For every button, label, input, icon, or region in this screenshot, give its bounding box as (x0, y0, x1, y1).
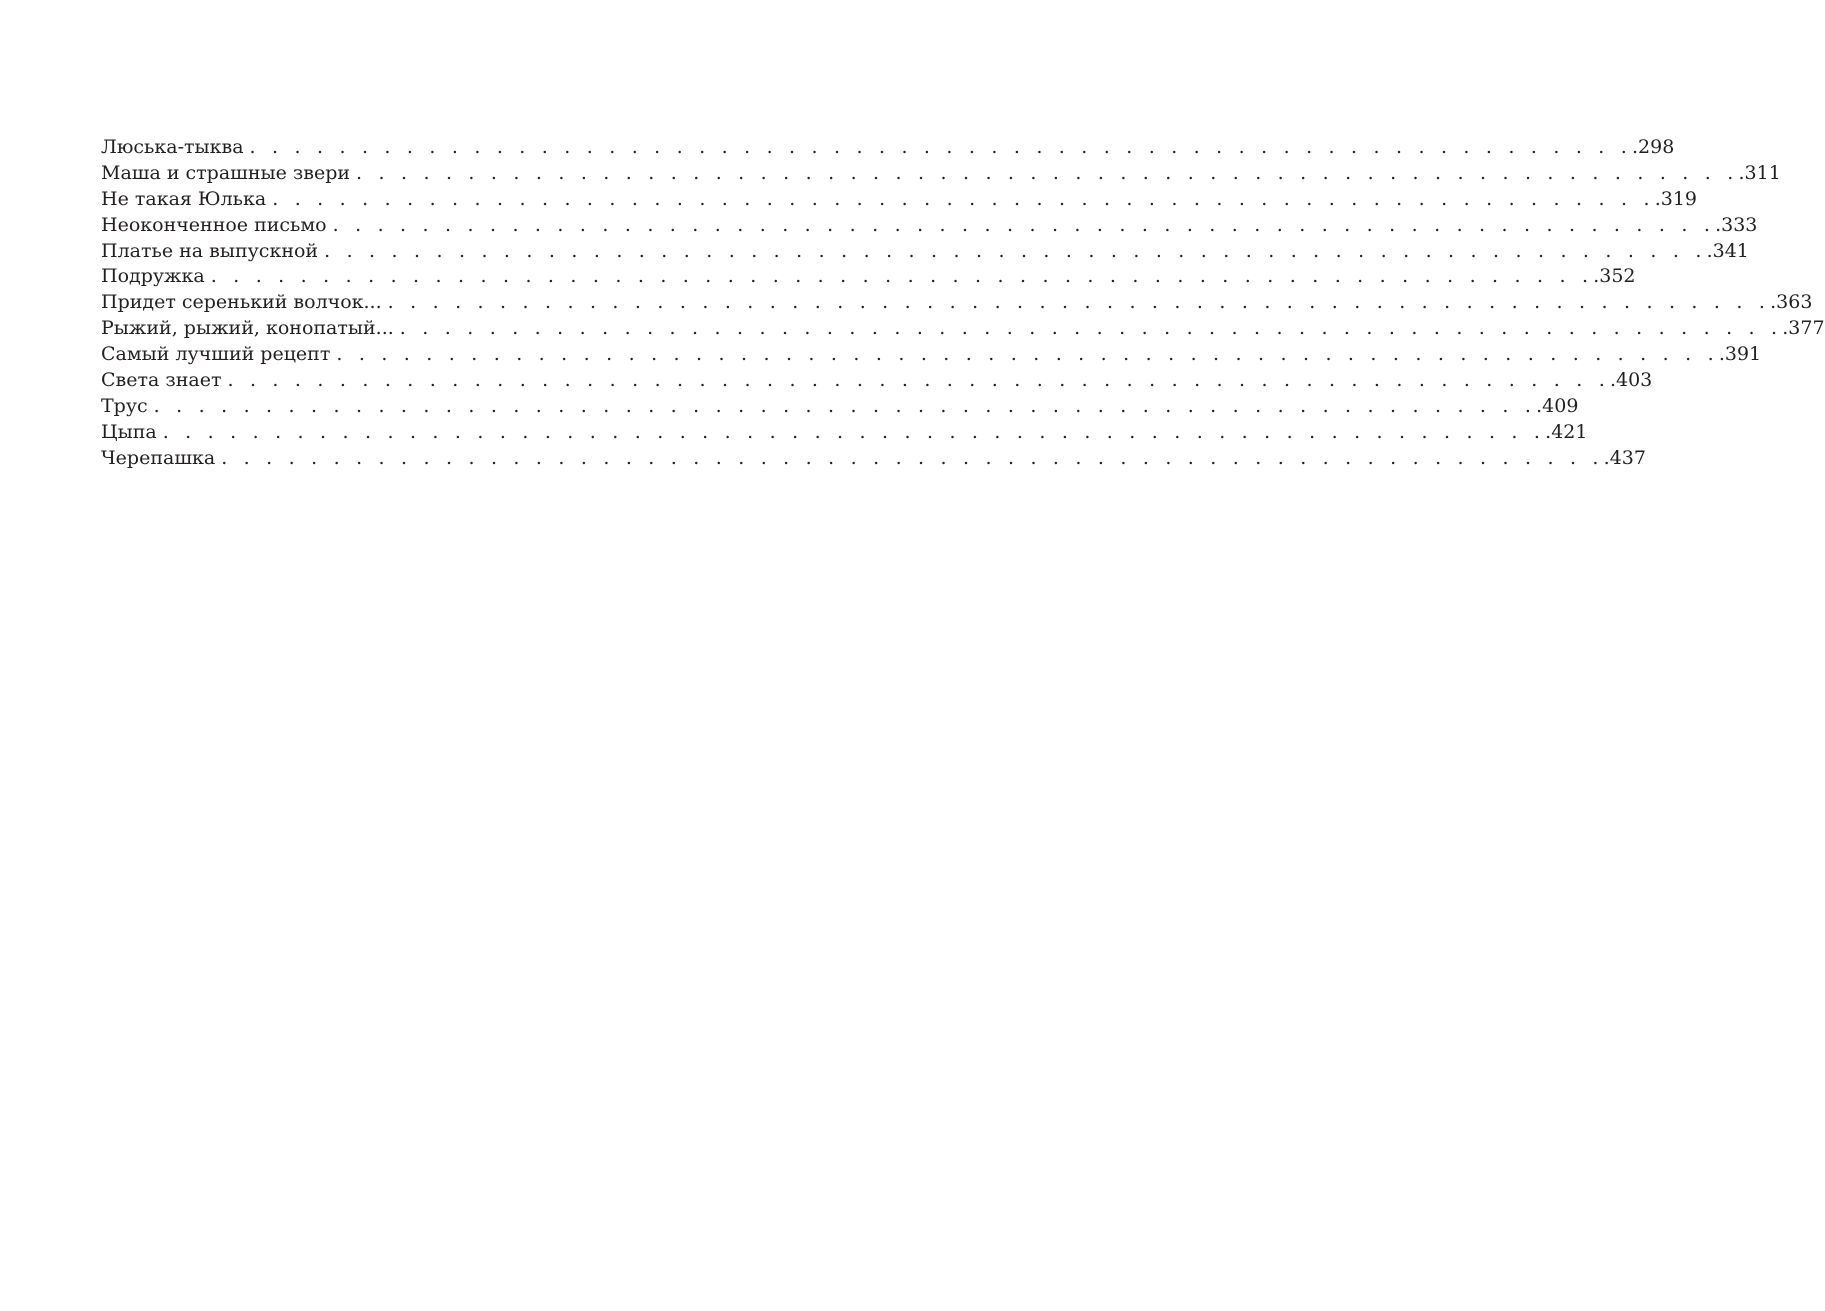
toc-leader-dots: . . . . . . . . . . . . . . . . . . . . . . . . . . . . . . . . . . . . . . . . . . . . . . . . . . . . . . . . . . . . . . (356, 161, 1739, 184)
toc-entry (101, 187, 1697, 213)
toc-leader-dots: . . . . . . . . . . . . . . . . . . . . . . . . . . . . . . . . . . . . . . . . . . . . . . . . . . . . . . . . . . . . . . (249, 136, 1633, 158)
toc-entry (101, 316, 1825, 342)
toc-entry-title: Трус (101, 394, 148, 417)
toc-entry-title: Черепашка (101, 446, 216, 469)
toc-leader-dots: . . . . . . . . . . . . . . . . . . . . . . . . . . . . . . . . . . . . . . . . . . . . . . . . . . . . . . . . . . . . . . (399, 317, 1783, 340)
toc-entry (101, 446, 1646, 472)
toc-leader-dots: . . . . . . . . . . . . . . . . . . . . . . . . . . . . . . . . . . . . . . . . . . . . . . . . . . . . . . . . . . . . . . (210, 265, 1594, 288)
toc-leader-dots: . . . . . . . . . . . . . . . . . . . . . . . . . . . . . . . . . . . . . . . . . . . . . . . . . . . . . . . . . . . . . . (227, 369, 1610, 392)
toc-entry-title: Самый лучший рецепт (101, 343, 331, 366)
toc-entry-page: .437 (1603, 446, 1646, 469)
toc-leader-dots: . . . . . . . . . . . . . . . . . . . . . . . . . . . . . . . . . . . . . . . . . . . . . . . . . . . . . . . . . . . . . . (332, 213, 1716, 236)
toc-entry-page: .403 (1609, 369, 1653, 392)
toc-leader-dots: . . . . . . . . . . . . . . . . . . . . . . . . . . . . . . . . . . . . . . . . . . . . . . . . . . . . . . . . . . . . . . (221, 446, 1604, 469)
toc-entry-title: Подружка (101, 265, 205, 288)
toc-entry-title: Маша и страшные звери (101, 161, 351, 184)
toc-entry-title: Не такая Юлька (101, 187, 267, 210)
toc-leader-dots: . . . . . . . . . . . . . . . . . . . . . . . . . . . . . . . . . . . . . . . . . . . . . . . . . . . . . . . . . . . . . . (153, 394, 1537, 417)
toc-entry-page: .377 (1782, 317, 1825, 340)
toc-entry-title: Рыжий, рыжий, конопатый... (101, 317, 394, 340)
toc-entry (101, 135, 1675, 161)
toc-entry (101, 161, 1781, 187)
toc-entry-title: Люська-тыква (101, 136, 244, 158)
toc-leader-dots: . . . . . . . . . . . . . . . . . . . . . . . . . . . . . . . . . . . . . . . . . . . . . . . . . . . . . . . . . . . . . . (336, 343, 1719, 366)
toc-entry (101, 264, 1636, 290)
toc-entry-title: Платье на выпускной (101, 239, 319, 262)
toc-entry-page: .391 (1718, 343, 1762, 366)
toc-entry-page: .298 (1632, 136, 1675, 158)
toc-entry-title: Неоконченное письмо (101, 213, 327, 236)
toc-leader-dots: . . . . . . . . . . . . . . . . . . . . . . . . . . . . . . . . . . . . . . . . . . . . . . . . . . . . . . . . . . . . . . (324, 239, 1707, 262)
toc-entry-page: .341 (1706, 239, 1749, 262)
toc-entry-title: Света знает (101, 369, 222, 392)
toc-entry (101, 394, 1579, 420)
toc-entry-title: Придет серенький волчок... (101, 291, 382, 314)
toc-entry (101, 290, 1813, 316)
toc-entry-page: .333 (1715, 213, 1758, 236)
toc-entry-page: .311 (1738, 161, 1781, 184)
toc-leader-dots: . . . . . . . . . . . . . . . . . . . . . . . . . . . . . . . . . . . . . . . . . . . . . . . . . . . . . . . . . . . . . . (272, 187, 1655, 210)
toc-entry (101, 239, 1749, 265)
toc-entry (101, 420, 1588, 446)
toc-entry (101, 213, 1758, 239)
table-of-contents (101, 135, 1825, 472)
toc-entry (101, 342, 1762, 368)
toc-entry-page: .409 (1536, 394, 1579, 417)
toc-leader-dots: . . . . . . . . . . . . . . . . . . . . . . . . . . . . . . . . . . . . . . . . . . . . . . . . . . . . . . . . . . . . . . (387, 291, 1771, 314)
toc-entry-page: .352 (1593, 265, 1636, 288)
toc-entry-title: Цыпа (101, 420, 157, 443)
toc-entry-page: .363 (1770, 291, 1813, 314)
toc-entry-page: .319 (1654, 187, 1697, 210)
toc-entry (101, 368, 1653, 394)
toc-leader-dots: . . . . . . . . . . . . . . . . . . . . . . . . . . . . . . . . . . . . . . . . . . . . . . . . . . . . . . . . . . . . . . (162, 420, 1546, 443)
toc-entry-page: .421 (1545, 420, 1588, 443)
